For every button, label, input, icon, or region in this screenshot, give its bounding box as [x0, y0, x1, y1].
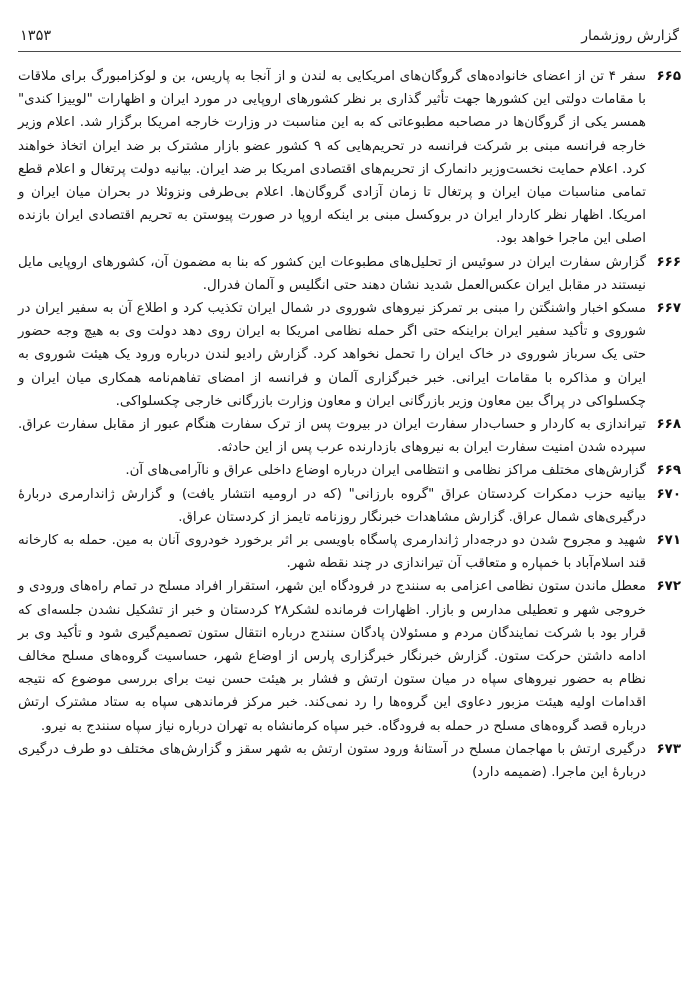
- entry-number: ۶۶۶: [656, 254, 681, 270]
- entry-۶۷۰: [18, 483, 681, 529]
- entry-text: تیراندازی به کاردار و حساب‌دار سفارت ایران در بیروت پس از ترک سفارت هنگام عبور از مقابل سفارت عراق. سپرده شدن امنیت سفارت ایران به نیروهای بازدارنده عرب پس از این حادثه.: [18, 417, 646, 456]
- header-rule: [18, 51, 681, 52]
- entry-۶۷۱: [18, 529, 681, 575]
- entry-۶۶۸: [18, 413, 681, 459]
- entry-text: درگیری ارتش با مهاجمان مسلح در آستانهٔ ورود ستون ارتش به شهر سقز و گزارش‌های مختلف دو طرف درگیری دربارهٔ این ماجرا. (ضمیمه دارد): [18, 741, 646, 781]
- entry-text: گزارش‌های مختلف مراکز نظامی و انتظامی ایران درباره اوضاع داخلی عراق و ناآرامی‌های آن.: [125, 463, 646, 479]
- entry-text: مسکو اخبار واشنگتن را مبنی بر تمرکز نیروهای شوروی در شمال ایران تکذیب کرد و اطلاع آن به سفیر ایران در شوروی و تأکید سفیر ایران براینکه حتی اگر حمله نظامی امریکا به ایران روی دهد دولت وی به هیچ وجه حضور حتی یک سرباز شوروی در خاک ایران را تحمل نخواهد کرد. گزارش رادیو لندن درباره ورود یک هیئت شوروی به ایران و مذاکره با مقامات ایرانی. خبر خبرگزاری آلمان و فرانسه از امضای تفاهم‌نامه همکاری میان ایران و چکسلواکی در پراگ بین معاون وزیر بازرگانی ایران و معاون وزارت بازرگانی خارجی چکسلواکی.: [18, 301, 646, 409]
- entry-۶۷۳: [18, 738, 681, 784]
- entry-number: ۶۷۲: [656, 579, 681, 595]
- entry-number: ۶۷۰: [656, 486, 681, 502]
- entry-۶۶۹: [18, 459, 681, 482]
- running-title: گزارش روزشمار: [581, 28, 679, 44]
- entry-number: ۶۶۵: [656, 69, 682, 84]
- entry-number: ۶۶۷: [656, 301, 681, 317]
- entry-۶۶۵: [18, 65, 681, 251]
- page-header: [18, 24, 681, 51]
- entries-list: [18, 65, 681, 784]
- page-number: ۱۳۵۳: [20, 28, 52, 44]
- entry-number: ۶۷۱: [656, 533, 681, 549]
- entry-text: سفر ۴ تن از اعضای خانواده‌های گروگان‌های امریکایی به لندن و از آنجا به پاریس، بن و لوکزامبورگ برای ملاقات با مقامات دولتی این کشورها جهت تأثیر گذاری بر نظر کشورهای اروپایی در مورد ایران و اظهارات "لوییزا کندی" همسر یکی از گروگان‌ها در مصاحبه مطبوعاتی که به این مناسبت در وزارت خارجه امریکا برگزار شد. اعلام وزیر خارجه فرانسه مبنی بر شرکت فرانسه در تحریم‌هایی که ۹ کشور عضو بازار مشترک بر ضد ایران اتخاذ خواهند کرد. اعلام حمایت نخست‌وزیر دانمارک از تحریم‌های اقتصادی امریکا بر ضد ایران. بیانیه دولت پرتغال و اعلام قطع تمامی مناسبات میان ایران و پرتغال تا زمان آزادی گروگان‌ها. اعلام بی‌طرفی ونزوئلا در بحران میان ایران و امریکا. اظهار نظر کاردار ایران در بروکسل مبنی بر اینکه اروپا در صورت پیوستن به تحریم اقتصادی ایران بازنده اصلی این ماجرا خواهد بود.: [18, 69, 647, 247]
- entry-number: ۶۶۸: [656, 417, 681, 433]
- entry-۶۶۶: [18, 251, 681, 297]
- entry-text: معطل ماندن ستون نظامی اعزامی به سنندج در فرودگاه این شهر، استقرار افراد مسلح در تمام راه‌های ورودی و خروجی شهر و تعطیلی مدارس و بازار. اظهارات فرمانده لشکر۲۸ کردستان و خبر از تشکیل نشدن جلسه‌ای که قرار بود با شرکت نمایندگان مردم و مسئولان پادگان سنندج درباره انتقال ستون تصمیم‌گیری شود و تأکید وی بر ادامه داشتن حرکت ستون. گزارش خبرنگار خبرگزاری پارس از اوضاع شهر، حساسیت گروه‌های مسلح مخالف نظام به حضور نیروهای سپاه در میان ستون ارتش و فشار بر هیئت حسن نیت برای بررسی موضوع که نتیجه اقدامات اولیه هیئت مزبور دعاوی این گروه‌ها را رد نمی‌کند. خبر مرکز فرماندهی سپاه به ستاد مشترک ارتش درباره قصد گروه‌های مسلح در حمله به فرودگاه. خبر سپاه کرمانشاه به تهران درباره نیاز سپاه سنندج به نیرو.: [18, 579, 646, 734]
- entry-text: گزارش سفارت ایران در سوئیس از تحلیل‌های مطبوعات این کشور که بنا به مضمون آن، کشورهای اروپایی مایل نیستند در مقابل ایران عکس‌العمل شدید نشان دهند حتی انگلیس و آلمان فدرال.: [18, 254, 646, 293]
- entry-۶۷۲: [18, 575, 681, 737]
- entry-text: بیانیه حزب دمکرات کردستان عراق "گروه بارزانی" (که در ارومیه انتشار یافت) و گزارش ژاندارمری دربارهٔ درگیری‌های شمال عراق. گزارش مشاهدات خبرنگار روزنامه تایمز از کردستان عراق.: [18, 486, 646, 525]
- entry-number: ۶۷۳: [656, 741, 681, 757]
- entry-text: شهید و مجروح شدن دو درجه‌دار ژاندارمری پاسگاه باویسی بر اثر برخورد خودروی آنان به مین. حمله به کارخانه قند اسلام‌آباد با خمپاره و متعاقب آن تیراندازی در چند نقطه شهر.: [18, 533, 646, 572]
- entry-number: ۶۶۹: [656, 463, 681, 479]
- entry-۶۶۷: [18, 297, 681, 413]
